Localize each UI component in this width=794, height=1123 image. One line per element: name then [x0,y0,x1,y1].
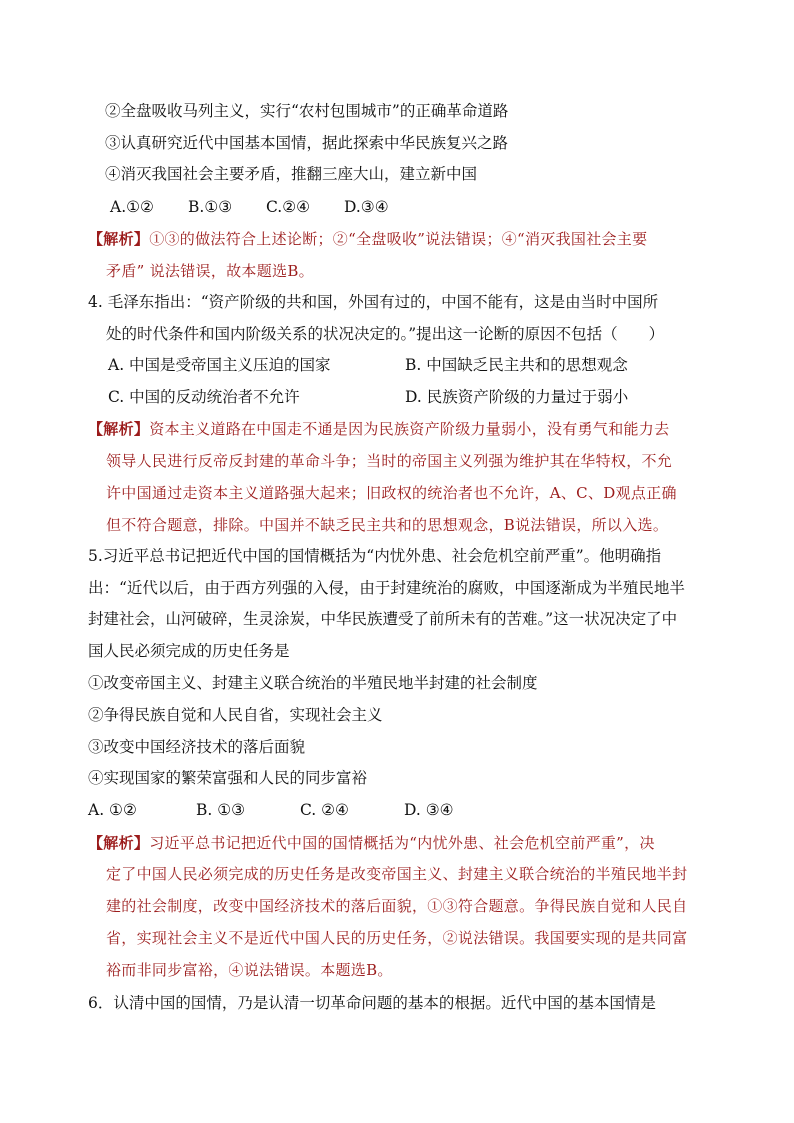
q3-analysis-line-2: 矛盾” 说法错误，故本题选B。 [106,262,314,280]
q3-option-a: A.①② [110,198,154,216]
q5-analysis-line-5: 裕而非同步富裕，④说法错误。本题选B。 [106,961,393,979]
q4-option-a: A. 中国是受帝国主义压迫的国家 [108,356,331,374]
q4-analysis-line-3: 许中国通过走资本主义道路强大起来；旧政权的统治者也不允许，A、C、D观点正确 [106,484,677,502]
q5-options [88,800,454,820]
q5-analysis-line-1: 【解析】习近平总书记把近代中国的国情概括为“内忧外患、社会危机空前严重”，决 [88,834,655,852]
q5-analysis-line-2: 定了中国人民必须完成的历史任务是改变帝国主义、封建主义联合统治的半殖民地半封 [106,865,688,883]
q4-analysis-line-2: 领导人民进行反帝反封建的革命斗争；当时的帝国主义列强为维护其在华特权，不允 [106,452,673,470]
q4-option-c: C. 中国的反动统治者不允许 [108,388,300,406]
q5-stem-line-3: 封建社会，山河破碎，生灵涂炭，中华民族遭受了前所未有的苦难。”这一状况决定了中 [88,610,678,628]
q6-stem: 6．认清中国的国情，乃是认清一切革命问题的基本的根据。近代中国的基本国情是 [88,994,656,1012]
q3-option-b: B.①③ [188,198,233,216]
q3-option-c: C.②④ [266,198,311,216]
q4-stem-line-1: 4. 毛泽东指出：“资产阶级的共和国，外国有过的，中国不能有，这是由当时中国所 [88,293,659,311]
q3-item-3: ③认真研究近代中国基本国情，据此探索中华民族复兴之路 [105,134,509,152]
q5-item-3: ③改变中国经济技术的落后面貌 [88,738,306,756]
q3-option-d: D.③④ [344,198,389,216]
q4-analysis-line-4: 但不符合题意，排除。中国并不缺乏民主共和的思想观念，B说法错误，所以入选。 [106,516,669,534]
q3-item-2: ②全盘吸收马列主义，实行“农村包围城市”的正确革命道路 [105,102,509,120]
q5-stem-line-2: 出：“近代以后，由于西方列强的入侵，由于封建统治的腐败，中国逐渐成为半殖民地半 [88,579,685,597]
q4-option-d: D. 民族资产阶级的力量过于弱小 [405,388,629,406]
q5-option-b: B. ①③ [196,801,246,819]
q5-option-a: A. ①② [88,801,137,819]
q4-option-b: B. 中国缺乏民主共和的思想观念 [405,356,628,374]
q5-analysis-line-3: 建的社会制度，改变中国经济技术的落后面貌，①③符合题意。争得民族自觉和人民自 [106,897,688,915]
q5-stem-line-1: 5.习近平总书记把近代中国的国情概括为“内忧外患、社会危机空前严重”。他明确指 [88,547,662,565]
q4-analysis-line-1: 【解析】资本主义道路在中国走不通是因为民族资产阶级力量弱小，没有勇气和能力去 [88,420,670,438]
q3-options [110,197,389,217]
q5-item-2: ②争得民族自觉和人民自省，实现社会主义 [88,706,383,724]
q5-item-1: ①改变帝国主义、封建主义联合统治的半殖民地半封建的社会制度 [88,674,538,692]
q5-analysis-line-4: 省，实现社会主义不是近代中国人民的历史任务，②说法错误。我国要实现的是共同富 [106,929,688,947]
q5-option-d: D. ③④ [404,801,454,819]
q3-item-4: ④消灭我国社会主要矛盾，推翻三座大山，建立新中国 [105,165,478,183]
q3-analysis-line-1: 【解析】①③的做法符合上述论断；②“全盘吸收”说法错误；④“消灭我国社会主要 [88,230,648,248]
q5-stem-line-4: 国人民必须完成的历史任务是 [88,642,290,660]
q4-stem-line-2: 处的时代条件和国内阶级关系的状况决定的。”提出这一论断的原因不包括（ ） [106,325,665,343]
analysis-tag: 【解析】 [88,230,150,248]
q5-item-4: ④实现国家的繁荣富强和人民的同步富裕 [88,769,368,787]
q5-option-c: C. ②④ [300,801,349,819]
